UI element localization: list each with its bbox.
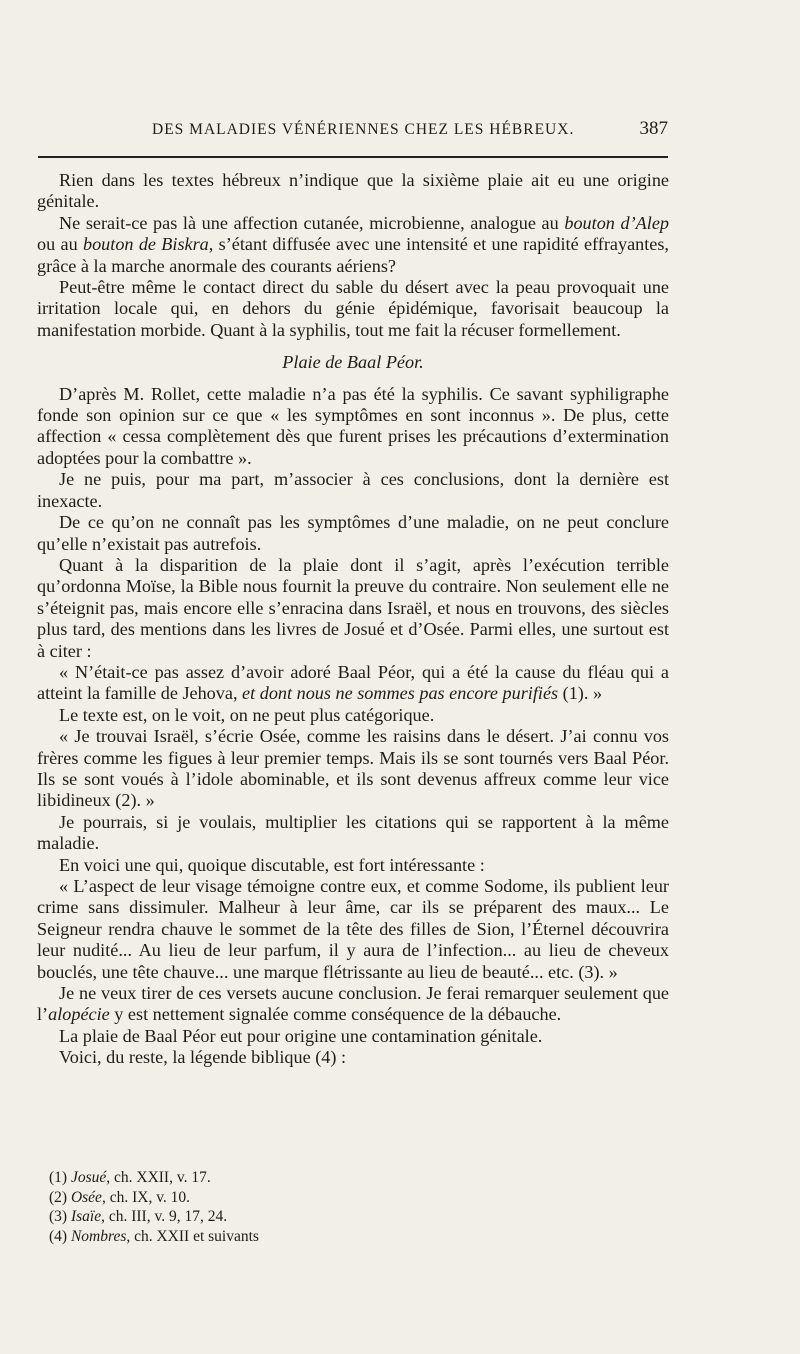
footnote: (4) Nombres, ch. XXII et suivants bbox=[49, 1227, 259, 1245]
footnote: (2) Osée, ch. IX, v. 10. bbox=[49, 1188, 191, 1206]
footnotes bbox=[49, 1168, 449, 1246]
body-text bbox=[37, 170, 669, 1069]
paragraph: Rien dans les textes hébreux n’indique que la sixième plaie ait eu une origine génitale. bbox=[37, 170, 669, 212]
paragraph: Je ne veux tirer de ces versets aucune conclusion. Je ferai remarquer seulement que l’alopécie y est nettement signalée comme conséquence de la débauche. bbox=[37, 983, 669, 1025]
paragraph: Le texte est, on le voit, on ne peut plus catégorique. bbox=[59, 704, 435, 725]
paragraph: De ce qu’on ne connaît pas les symptômes d’une maladie, on ne peut conclure qu’elle n’existait pas autrefois. bbox=[37, 512, 669, 554]
paragraph: Je pourrais, si je voulais, multiplier les citations qui se rapportent à la même maladie. bbox=[37, 811, 669, 854]
paragraph: En voici une qui, quoique discutable, est fort intéressante : bbox=[59, 854, 485, 875]
footnote: (3) Isaïe, ch. III, v. 9, 17, 24. bbox=[49, 1208, 228, 1225]
page-number: 387 bbox=[639, 118, 668, 139]
section-title: Plaie de Baal Péor. bbox=[282, 352, 424, 373]
running-title: DES MALADIES VÉNÉRIENNES CHEZ LES HÉBREUX. bbox=[152, 121, 575, 138]
quotation: « L’aspect de leur visage témoigne contre eux, et comme Sodome, ils publient leur crime sans dissimuler. Malheur à leur âme, car ils se préparent des maux... Le Seigneur rendra chauve le sommet de la tête des filles de Sion, l’Éternel découvrira leur nudité... Au lieu de leur parfum, il y aura de l’infection... au lieu de cheveux bouclés, une tête chauve... une marque flétrissante au lieu de beauté... etc. (3). » bbox=[37, 876, 669, 982]
paragraph: La plaie de Baal Péor eut pour origine une contamination génitale. bbox=[59, 1025, 543, 1046]
footnote: (1) Josué, ch. XXII, v. 17. bbox=[49, 1169, 211, 1186]
paragraph: D’après M. Rollet, cette maladie n’a pas été la syphilis. Ce savant syphiligraphe fonde son opinion sur ce que « les symptômes en sont inconnus ». De plus, cette affection « cessa complètement dès que furent prises les précautions d’extermination adoptées pour la combattre ». bbox=[37, 383, 669, 468]
paragraph: Quant à la disparition de la plaie dont il s’agit, après l’exécution terrible qu’ordonna Moïse, la Bible nous fournit la preuve du contraire. Non seulement elle ne s’éteignit pas, mais encore elle s’enracina dans Israël, et nous en trouvons, des siècles plus tard, des mentions dans les livres de Josué et d’Osée. Parmi elles, une surtout est à citer : bbox=[37, 554, 669, 661]
paragraph: Je ne puis, pour ma part, m’associer à ces conclusions, dont la dernière est inexacte. bbox=[37, 469, 669, 511]
paragraph: Voici, du reste, la légende biblique (4) : bbox=[59, 1047, 347, 1068]
header-rule bbox=[38, 156, 668, 158]
paragraph: Peut-être même le contact direct du sable du désert avec la peau provoquait une irritation locale qui, en dehors du génie épidémique, favorisait beaucoup la manifestation morbide. Quant à la syphilis, tout me fait la récuser formellement. bbox=[37, 277, 669, 340]
running-head bbox=[38, 118, 668, 148]
quotation: « N’était-ce pas assez d’avoir adoré Baal Péor, qui a été la cause du fléau qui a atteint la famille de Jehova, et dont nous ne sommes pas encore purifiés (1). » bbox=[37, 661, 669, 704]
paragraph: Ne serait-ce pas là une affection cutanée, microbienne, analogue au bouton d’Alep ou au bouton de Biskra, s’étant diffusée avec une intensité et une rapidité effrayantes, grâce à la marche anormale des courants aériens? bbox=[37, 212, 669, 276]
quotation: « Je trouvai Israël, s’écrie Osée, comme les raisins dans le désert. J’ai connu vos frères comme les figues à leur premier temps. Mais ils se sont tournés vers Baal Péor. Ils se sont voués à l’idole abominable, et ils sont devenus affreux comme leur vice libidineux (2). » bbox=[37, 726, 669, 811]
